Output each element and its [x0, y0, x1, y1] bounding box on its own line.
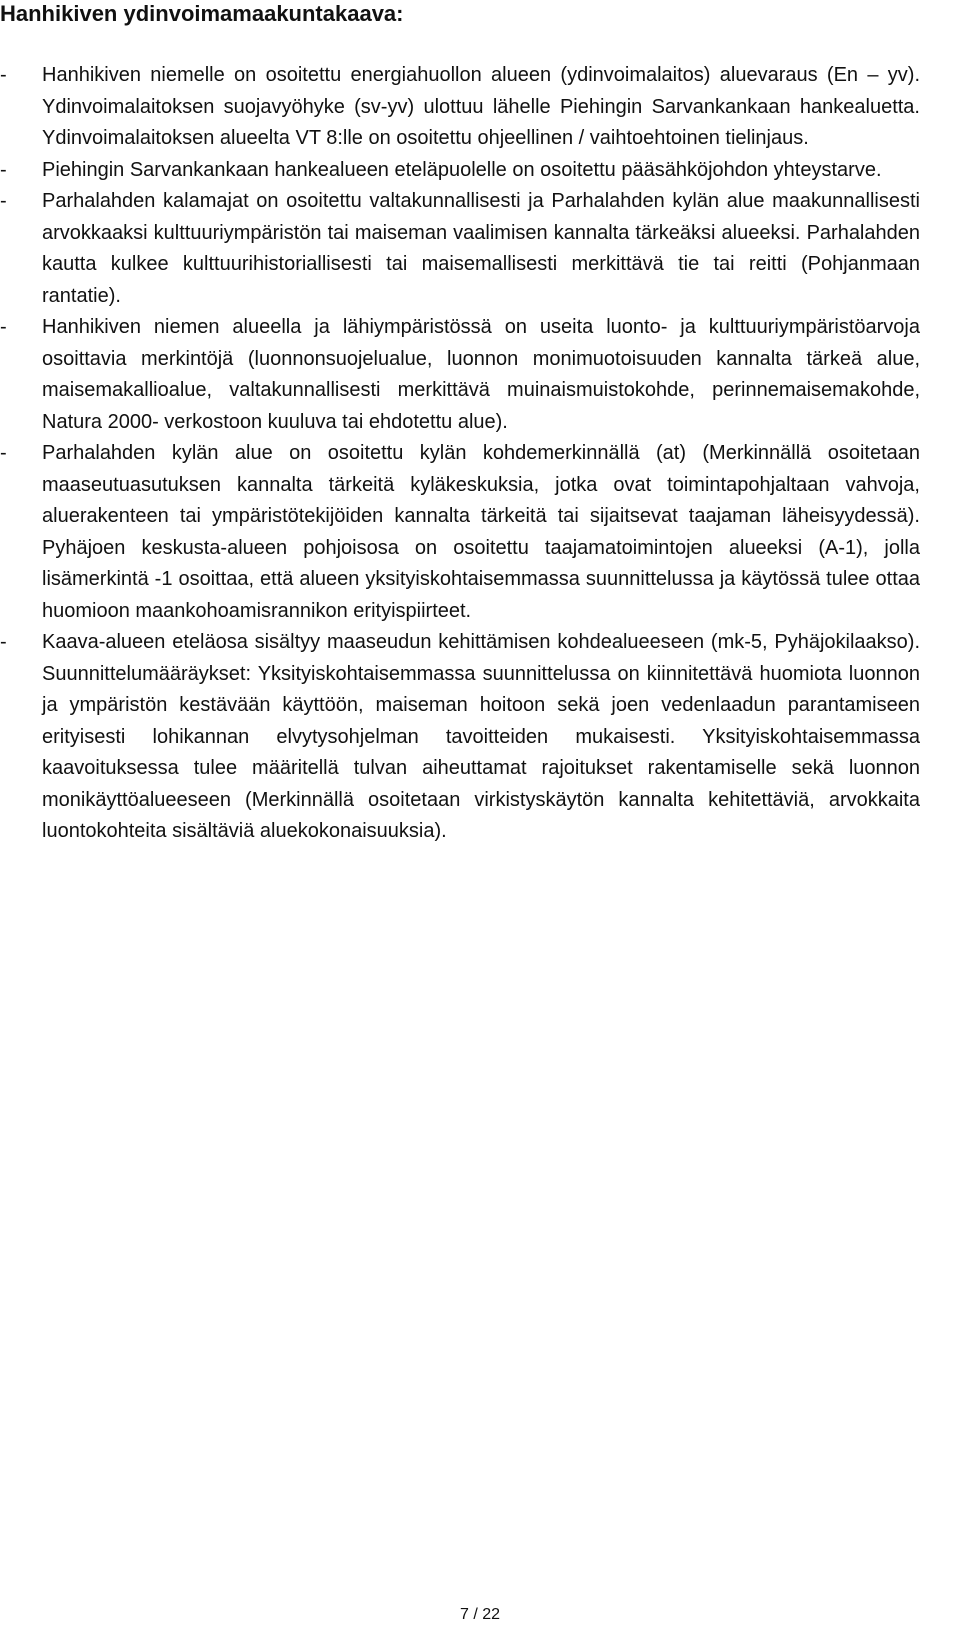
bullet-list: [0, 60, 920, 848]
bullet-item-cultural-environment: [0, 186, 920, 312]
page-number: 7 / 22: [459, 1606, 501, 1623]
bullet-text: Hanhikiven niemen alueella ja lähiympäristössä on useita luonto- ja kulttuuriympäristöarvoja osoittavia merkintöjä (luonnonsuojelualue, luonnon monimuotoisuuden kannalta tärkeä alue, maisemakallioalue, valtakunnallisesti merkittävä muinaismuistokohde, perinnemaisemakohde, Natura 2000- verkostoon kuuluva tai ehdotettu alue).: [42, 316, 920, 433]
bullet-text: Parhalahden kylän alue on osoitettu kylän kohdemerkinnällä (at) (Merkinnällä osoitetaan maaseutuasutuksen kannalta tärkeitä kyläkeskuksia, jotka ovat toimintapohjaltaan vahvoja, aluerakenteen tai ympäristötekijöiden kannalta tärkeitä tai sijaitsevat taajaman läheisyydessä). Pyhäjoen keskusta-alueen pohjoisosa on osoitettu taajamatoimintojen alueeksi (A-1), jolla lisämerkintä -1 osoittaa, että alueen yksityiskohtaisemmassa suunnittelussa ja käytössä tulee ottaa huomioon maankohoamisrannikon erityispiirteet.: [42, 442, 920, 622]
bullet-marker: -: [0, 442, 7, 464]
bullet-text: Kaava-alueen eteläosa sisältyy maaseudun kehittämisen kohdealueeseen (mk-5, Pyhäjokilaakso). Suunnittelumääräykset: Yksityiskohtaisemmassa suunnittelussa on kiinnitettävä huomiota luonnon ja ympäristön kestävään käyttöön, maiseman hoitoon sekä joen vedenlaadun parantamiseen erityisesti lohikannan elvytysohjelman tavoitteiden mukaisesti. Yksityiskohtaisemmassa kaavoituksessa tulee määritellä tulvan aiheuttamat rajoitukset rakentamiselle sekä luonnon monikäyttöalueeseen (Merkinnällä osoitetaan virkistyskäytön kannalta kehitettäviä, arvokkaita luontokohteita sisältäviä aluekokonaisuuksia).: [42, 631, 920, 842]
bullet-marker: -: [0, 631, 7, 653]
bullet-marker: -: [0, 190, 7, 212]
bullet-text: Hanhikiven niemelle on osoitettu energiahuollon alueen (ydinvoimalaitos) aluevaraus (En – yv). Ydinvoimalaitoksen suojavyöhyke (sv-yv) ulottuu lähelle Piehingin Sarvankankaan hankealuetta. Ydinvoimalaitoksen alueelta VT 8:lle on osoitettu ohjeellinen / vaihtoehtoinen tielinjaus.: [42, 64, 920, 149]
bullet-marker: -: [0, 158, 7, 181]
bullet-item-rural-development: [0, 627, 920, 848]
bullet-marker: -: [0, 316, 7, 338]
bullet-item-village-area: [0, 438, 920, 627]
bullet-marker: -: [0, 64, 7, 86]
bullet-text: Parhalahden kalamajat on osoitettu valtakunnallisesti ja Parhalahden kylän alue maakunnallisesti arvokkaaksi kulttuuriympäristön tai maiseman vaalimisen kannalta tärkeäksi alueeksi. Parhalahden kautta kulkee kulttuurihistoriallisesti tai maisemallisesti merkittävä tie tai reitti (Pohjanmaan rantatie).: [42, 190, 920, 307]
bullet-item-nature-values: [0, 312, 920, 438]
bullet-item-power-line: [0, 155, 920, 187]
bullet-text: Piehingin Sarvankankaan hankealueen eteläpuolelle on osoitettu pääsähköjohdon yhteystarve.: [42, 158, 882, 181]
bullet-item-nuclear-plant: [0, 60, 920, 155]
section-heading: Hanhikiven ydinvoimamaakuntakaava:: [0, 1, 404, 26]
